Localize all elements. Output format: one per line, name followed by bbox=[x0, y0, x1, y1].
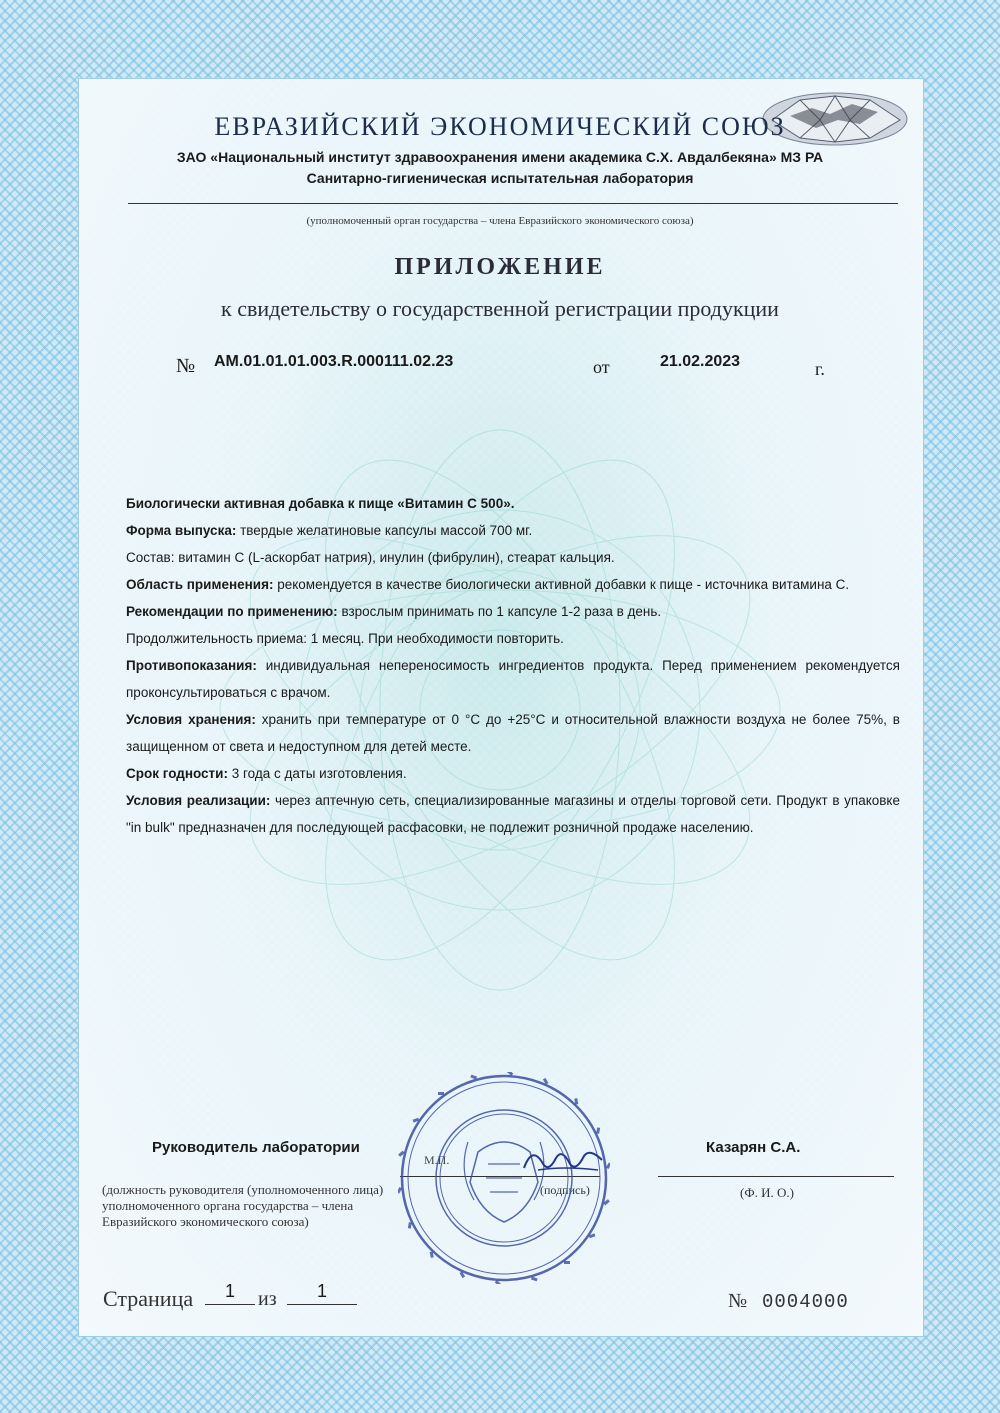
document-title: ПРИЛОЖЕНИЕ bbox=[394, 254, 606, 280]
composition-line: Состав: витамин С (L-аскорбат натрия), инулин (фибрулин), стеарат кальция. bbox=[126, 550, 615, 565]
page-current: 1 bbox=[205, 1281, 255, 1305]
scope-text: рекомендуется в качестве биологически активной добавки к пище - источника витамина С. bbox=[273, 577, 850, 592]
organization-name: ЗАО «Национальный институт здравоохранения имени академика С.Х. Авдалбекяна» МЗ РА bbox=[176, 149, 824, 165]
sale-conditions-line bbox=[126, 787, 900, 841]
form-label: Форма выпуска: bbox=[126, 523, 237, 538]
contraindications-label: Противопоказания: bbox=[126, 658, 257, 673]
role-caption: (должность руководителя (уполномоченного лица) уполномоченного органа государства – члена Евразийского экономического союза) bbox=[102, 1182, 384, 1229]
number-sign: № bbox=[176, 355, 196, 377]
page-of-label: из bbox=[258, 1288, 277, 1310]
product-line bbox=[126, 490, 900, 517]
sale-conditions-text: через аптечную сеть, специализированные магазины и отделы торговой сети. Продукт в упаковке "in bulk" предназначен для последующей расфасовки, не подлежит розничной продаже населению. bbox=[126, 793, 901, 835]
year-suffix: г. bbox=[815, 359, 825, 379]
form-line bbox=[126, 517, 900, 544]
name-line bbox=[658, 1176, 894, 1177]
form-text: твердые желатиновые капсулы массой 700 мг. bbox=[236, 523, 533, 538]
name-caption: (Ф. И. О.) bbox=[740, 1185, 794, 1200]
usage-line bbox=[126, 598, 900, 625]
shelf-life-line bbox=[126, 760, 900, 787]
shelf-life-text: 3 года с даты изготовления. bbox=[227, 766, 407, 781]
storage-text: хранить при температуре от 0 °С до +25°С и относительной влажности воздуха не более 75%, в защищенном от света и недоступном для детей месте. bbox=[126, 712, 900, 754]
signature-caption: (подпись) bbox=[540, 1183, 590, 1197]
signatory-name: Казарян С.А. bbox=[706, 1139, 801, 1156]
usage-text: взрослым принимать по 1 капсуле 1-2 раза в день. bbox=[337, 604, 662, 619]
authority-note: (уполномоченный орган государства – члена Евразийского экономического союза) bbox=[306, 215, 694, 227]
sale-conditions-label: Условия реализации: bbox=[126, 793, 271, 808]
scope-label: Область применения: bbox=[126, 577, 274, 592]
seal-place-label: М.П. bbox=[424, 1153, 450, 1167]
product-name: Биологически активная добавка к пище «Витамин С 500». bbox=[126, 496, 515, 511]
signatory-role: Руководитель лаборатории bbox=[152, 1139, 360, 1156]
registration-date: 21.02.2023 bbox=[660, 353, 741, 370]
document-subtitle: к свидетельству о государственной регистрации продукции bbox=[221, 296, 779, 321]
serial-number-sign: № bbox=[728, 1290, 748, 1312]
usage-label: Рекомендации по применению: bbox=[126, 604, 338, 619]
form-serial-number: 0004000 bbox=[762, 1291, 849, 1313]
page-total: 1 bbox=[287, 1281, 357, 1305]
handwritten-signature-icon bbox=[518, 1140, 608, 1180]
scope-line bbox=[126, 571, 900, 598]
from-label: от bbox=[593, 357, 610, 377]
page-label: Страница bbox=[103, 1286, 194, 1311]
contraindications-line bbox=[126, 652, 900, 706]
registration-number: AM.01.01.01.003.R.000111.02.23 bbox=[214, 353, 454, 370]
document-body bbox=[126, 490, 900, 841]
storage-line bbox=[126, 706, 900, 760]
storage-label: Условия хранения: bbox=[126, 712, 256, 727]
duration-line: Продолжительность приема: 1 месяц. При необходимости повторить. bbox=[126, 631, 564, 646]
shelf-life-label: Срок годности: bbox=[126, 766, 228, 781]
contraindications-text: индивидуальная непереносимость ингредиентов продукта. Перед применением рекомендуется проконсультироваться с врачом. bbox=[126, 658, 900, 700]
union-title: ЕВРАЗИЙСКИЙ ЭКОНОМИЧЕСКИЙ СОЮЗ bbox=[214, 112, 786, 141]
laboratory-name: Санитарно-гигиеническая испытательная лаборатория bbox=[306, 170, 694, 186]
header-divider bbox=[128, 203, 898, 204]
